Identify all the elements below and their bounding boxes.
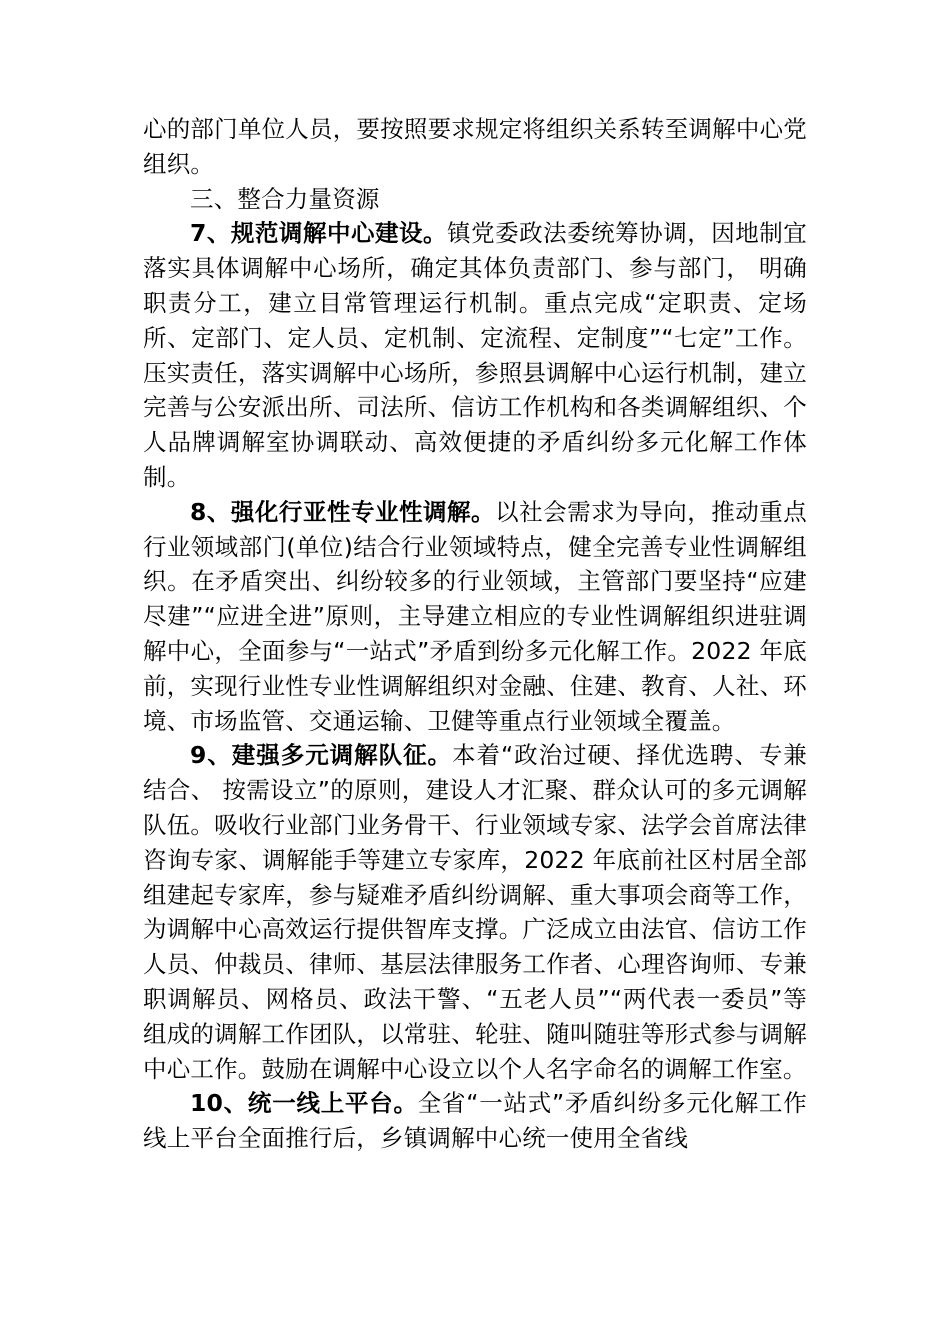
item-body-10: 全省“一站式”矛盾纠纷多元化解工作线上平台全面推行后，乡镇调解中心统一使用全省线 — [143, 1089, 808, 1153]
item-title-8: 8、强化行亚性专业性调解。 — [190, 497, 496, 526]
item-paragraph-8 — [143, 495, 807, 739]
item-paragraph-9 — [143, 738, 807, 1086]
continuation-paragraph: 心的部门单位人员，要按照要求规定将组织关系转至调解中心党组织。 — [143, 115, 807, 178]
item-paragraph-7 — [143, 216, 807, 494]
item-body-8: 以社会需求为导向，推动重点行业领域部门(单位)结合行业领域特点，健全完善专业性调解组织。在矛盾突出、纠纷较多的行业领域，主管部门要坚持“应建尽建”“应进全进”原则，主导建立相应的专业性调解组织进驻调解中心，全面参与“一站式”矛盾到纷多元化解工作。2022 年底前，实现行业性专业性调解组织对金融、住建、教育、人社、环境、市场监管、交通运输、卫健等重点行业领域全覆盖。 — [143, 497, 808, 735]
item-title-9: 9、建强多元调解队征。 — [190, 741, 453, 770]
document-page — [143, 112, 807, 1156]
item-paragraph-10 — [143, 1086, 807, 1156]
item-title-7: 7、规范调解中心建设。 — [190, 219, 448, 248]
item-body-9: 本着“政治过硬、择优选聘、专兼结合、 按需设立”的原则，建设人才汇聚、群众认可的多元调解队伍。吸收行业部门业务骨干、行业领域专家、法学会首席法律咨询专家、调解能手等建立专家库，2022 年底前社区村居全部组建起专家库，参与疑难矛盾纠纷调解、重大事项会商等工作，为调解中心高效运行提供智库支撑。广泛成立由法官、信访工作人员、仲裁员、律师、基层法律服务工作者、心理咨询师、专兼职调解员、网格员、政法干警、“五老人员”“两代表一委员”等组成的调解工作团队，以常驻、轮驻、随叫随驻等形式参与调解中心工作。鼓励在调解中心设立以个人名字命名的调解工作室。 — [143, 741, 807, 1083]
section-heading: 三、整合力量资源 — [190, 184, 380, 213]
item-body-7: 镇党委政法委统筹协调，因地制宜落实具体调解中心场所，确定其体负责部门、参与部门， 明确职责分工，建立目常管理运行机制。重点完成“定职责、定场所、定部门、定人员、定机制、定流程、定制度”“七定”工作。压实责任，落实调解中心场所，参照县调解中心运行机制，建立完善与公安派出所、司法所、信访工作机构和各类调解组织、个人品牌调解室协调联动、高效便捷的矛盾纠纷多元化解工作体制。 — [143, 219, 807, 491]
item-title-10: 10、统一线上平台。 — [190, 1089, 418, 1118]
